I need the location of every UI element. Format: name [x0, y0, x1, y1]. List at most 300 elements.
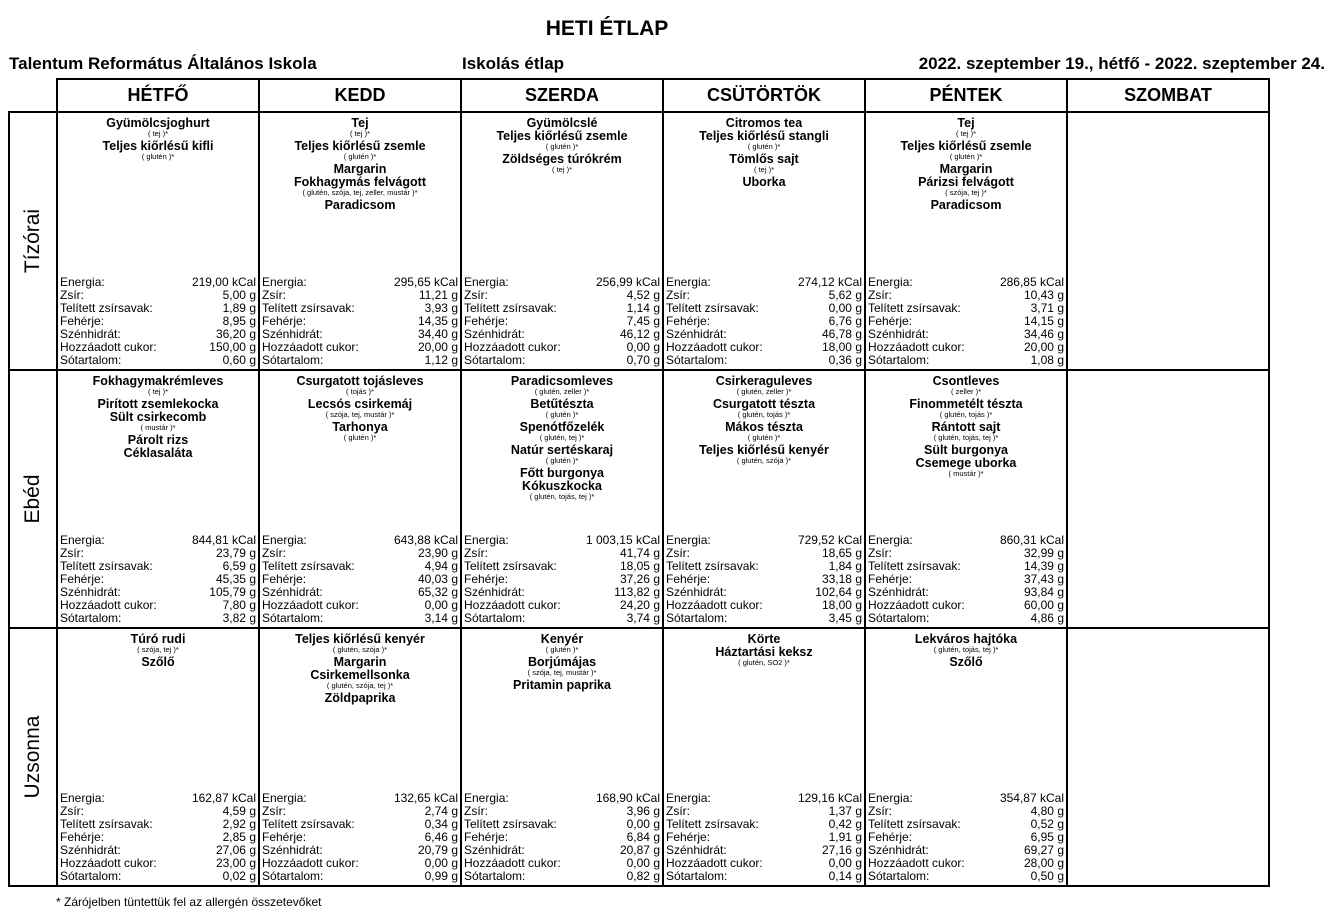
dish-name: Spenótfőzelék — [519, 420, 605, 434]
dish-list — [58, 113, 258, 161]
nutrition-label: Szénhidrát: — [262, 327, 323, 341]
nutrition-label: Hozzáadott cukor: — [464, 856, 561, 870]
nutrition-label: Telített zsírsavak: — [666, 301, 759, 315]
nutrition-label: Fehérje: — [464, 572, 509, 586]
nutrition-label: Sótartalom: — [868, 353, 930, 367]
dish-name: Zöldséges túrókrém — [502, 152, 622, 166]
nutrition-value: 2,74 g — [424, 804, 458, 818]
day-header-monday: HÉTFŐ — [57, 79, 259, 112]
nutrition-value: 4,94 g — [424, 559, 458, 573]
dish-name: Kókuszkocka — [522, 479, 602, 493]
nutrition-label: Szénhidrát: — [60, 843, 121, 857]
menu-cell-wednesday — [461, 628, 663, 886]
nutrition-label: Fehérje: — [464, 314, 509, 328]
meal-row-tizorai — [9, 112, 1269, 370]
nutrition-value: 23,90 g — [417, 546, 458, 560]
nutrition-label: Energia: — [666, 275, 711, 289]
nutrition-value: 69,27 g — [1023, 843, 1064, 857]
menu-table — [8, 78, 1270, 887]
nutrition-value: 3,74 g — [626, 611, 660, 625]
nutrition-value: 32,99 g — [1023, 546, 1064, 560]
nutrition-label: Hozzáadott cukor: — [60, 340, 157, 354]
nutrition-value: 3,71 g — [1030, 301, 1064, 315]
nutrition-value: 0,82 g — [626, 869, 660, 883]
dish-name: Borjúmájas — [527, 655, 597, 669]
dish-name: Szőlő — [141, 655, 175, 669]
nutrition-table — [464, 534, 660, 625]
nutrition-label: Telített zsírsavak: — [262, 301, 355, 315]
allergen-note: ( tojás )* — [346, 387, 374, 396]
meal-label: Uzsonna — [21, 715, 44, 799]
dish-name: Csurgatott tészta — [712, 397, 816, 411]
nutrition-label: Zsír: — [262, 288, 286, 302]
nutrition-value: 34,40 g — [417, 327, 458, 341]
nutrition-value: 37,43 g — [1023, 572, 1064, 586]
nutrition-label: Fehérje: — [666, 314, 711, 328]
allergen-footnote: * Zárójelben tüntettük fel az allergén összetevőket — [56, 895, 322, 909]
meal-label: Ebéd — [21, 474, 44, 524]
allergen-note: ( glutén )* — [343, 433, 377, 442]
nutrition-label: Energia: — [868, 791, 913, 805]
dish-list — [1068, 371, 1268, 375]
nutrition-value: 1,91 g — [828, 830, 862, 844]
nutrition-label: Telített zsírsavak: — [868, 817, 961, 831]
nutrition-value: 1,12 g — [424, 353, 458, 367]
dish-name: Teljes kiőrlésű zsemle — [900, 139, 1032, 153]
nutrition-label: Szénhidrát: — [868, 843, 929, 857]
nutrition-value: 6,95 g — [1030, 830, 1064, 844]
nutrition-value: 4,59 g — [222, 804, 256, 818]
nutrition-row — [868, 870, 1064, 883]
nutrition-label: Telített zsírsavak: — [464, 301, 557, 315]
day-header-thursday: CSÜTÖRTÖK — [663, 79, 865, 112]
dish-name: Túró rudi — [130, 632, 186, 646]
dish-name: Csurgatott tojásleves — [296, 374, 424, 388]
nutrition-label: Fehérje: — [666, 830, 711, 844]
nutrition-value: 0,00 g — [828, 301, 862, 315]
allergen-note: ( glutén, tej )* — [539, 433, 585, 442]
dish-name: Csirkemellsonka — [310, 668, 410, 682]
dish-name: Pirított zsemlekocka — [97, 397, 219, 411]
nutrition-value: 3,82 g — [222, 611, 256, 625]
nutrition-label: Sótartalom: — [60, 869, 122, 883]
nutrition-table — [666, 792, 862, 883]
menu-cell-monday — [57, 370, 259, 628]
nutrition-value: 20,00 g — [417, 340, 458, 354]
nutrition-label: Hozzáadott cukor: — [464, 340, 561, 354]
nutrition-label: Fehérje: — [464, 830, 509, 844]
dish-name: Főtt burgonya — [519, 466, 604, 480]
nutrition-value: 8,95 g — [222, 314, 256, 328]
dish-name: Betűtészta — [530, 397, 594, 411]
nutrition-label: Szénhidrát: — [666, 327, 727, 341]
nutrition-label: Energia: — [464, 791, 509, 805]
nutrition-label: Szénhidrát: — [464, 327, 525, 341]
nutrition-value: 1,37 g — [828, 804, 862, 818]
nutrition-label: Zsír: — [464, 804, 488, 818]
nutrition-label: Energia: — [666, 533, 711, 547]
allergen-note: ( glutén, szója, tej, zeller, mustár )* — [302, 188, 418, 197]
nutrition-label: Energia: — [868, 275, 913, 289]
nutrition-value: 0,52 g — [1030, 817, 1064, 831]
nutrition-label: Telített zsírsavak: — [60, 559, 153, 573]
nutrition-label: Szénhidrát: — [464, 585, 525, 599]
nutrition-label: Szénhidrát: — [868, 327, 929, 341]
nutrition-value: 3,93 g — [424, 301, 458, 315]
menu-cell-thursday — [663, 370, 865, 628]
nutrition-label: Telített zsírsavak: — [868, 301, 961, 315]
nutrition-label: Zsír: — [666, 546, 690, 560]
dish-name: Fokhagymás felvágott — [294, 175, 426, 189]
nutrition-row — [262, 612, 458, 625]
nutrition-label: Energia: — [60, 791, 105, 805]
day-header-friday: PÉNTEK — [865, 79, 1067, 112]
page-title: HETI ÉTLAP — [545, 17, 669, 40]
allergen-note: ( glutén )* — [949, 152, 983, 161]
dish-list — [866, 113, 1066, 212]
menu-cell-saturday — [1067, 370, 1269, 628]
nutrition-row — [666, 354, 862, 367]
nutrition-value: 46,78 g — [821, 327, 862, 341]
meal-label-cell — [9, 370, 57, 628]
allergen-note: ( mustár )* — [140, 423, 176, 432]
nutrition-value: 34,46 g — [1023, 327, 1064, 341]
nutrition-label: Szénhidrát: — [464, 843, 525, 857]
dish-name: Gyümölcslé — [526, 116, 598, 130]
dish-list — [664, 371, 864, 465]
nutrition-value: 3,45 g — [828, 611, 862, 625]
nutrition-label: Zsír: — [60, 804, 84, 818]
allergen-note: ( glutén )* — [747, 142, 781, 151]
dish-name: Tej — [351, 116, 369, 130]
menu-cell-tuesday — [259, 628, 461, 886]
nutrition-label: Telített zsírsavak: — [464, 817, 557, 831]
nutrition-label: Sótartalom: — [464, 869, 526, 883]
nutrition-label: Sótartalom: — [262, 353, 324, 367]
meal-label-cell — [9, 112, 57, 370]
nutrition-label: Szénhidrát: — [868, 585, 929, 599]
nutrition-value: 6,59 g — [222, 559, 256, 573]
nutrition-label: Energia: — [262, 791, 307, 805]
nutrition-label: Zsír: — [666, 804, 690, 818]
nutrition-label: Hozzáadott cukor: — [464, 598, 561, 612]
nutrition-value: 0,50 g — [1030, 869, 1064, 883]
allergen-note: ( szója, tej, mustár )* — [527, 668, 597, 677]
allergen-note: ( szója, tej )* — [137, 645, 179, 654]
allergen-note: ( glutén, szója )* — [736, 456, 792, 465]
nutrition-label: Szénhidrát: — [60, 585, 121, 599]
allergen-note: ( glutén, szója, tej )* — [326, 681, 394, 690]
allergen-note: ( szója, tej )* — [945, 188, 987, 197]
allergen-note: ( tej )* — [147, 129, 168, 138]
dish-name: Teljes kiőrlésű zsemle — [294, 139, 426, 153]
menu-cell-saturday — [1067, 112, 1269, 370]
nutrition-row — [262, 354, 458, 367]
nutrition-value: 860,31 kCal — [999, 533, 1064, 547]
nutrition-label: Sótartalom: — [666, 869, 728, 883]
dish-name: Csirkeraguleves — [715, 374, 813, 388]
dish-name: Szőlő — [949, 655, 983, 669]
allergen-note: ( glutén, tojás )* — [939, 410, 993, 419]
dish-list — [664, 113, 864, 189]
dish-name: Finommetélt tészta — [909, 397, 1023, 411]
day-header-wednesday: SZERDA — [461, 79, 663, 112]
nutrition-label: Zsír: — [60, 288, 84, 302]
nutrition-label: Zsír: — [666, 288, 690, 302]
dish-name: Rántott sajt — [931, 420, 1001, 434]
nutrition-value: 643,88 kCal — [393, 533, 458, 547]
nutrition-label: Hozzáadott cukor: — [262, 340, 359, 354]
nutrition-label: Energia: — [60, 275, 105, 289]
nutrition-table — [60, 276, 256, 367]
nutrition-label: Fehérje: — [262, 314, 307, 328]
allergen-note: ( glutén )* — [545, 645, 579, 654]
nutrition-label: Hozzáadott cukor: — [262, 856, 359, 870]
nutrition-value: 4,86 g — [1030, 611, 1064, 625]
nutrition-value: 46,12 g — [619, 327, 660, 341]
nutrition-value: 0,14 g — [828, 869, 862, 883]
menu-type: Iskolás étlap — [462, 54, 565, 73]
nutrition-value: 7,80 g — [222, 598, 256, 612]
dish-list — [462, 629, 662, 692]
nutrition-value: 105,79 g — [209, 585, 256, 599]
nutrition-label: Energia: — [262, 533, 307, 547]
nutrition-value: 23,00 g — [215, 856, 256, 870]
nutrition-value: 1,89 g — [222, 301, 256, 315]
nutrition-label: Sótartalom: — [868, 611, 930, 625]
dish-name: Teljes kiőrlésű kifli — [102, 139, 214, 153]
allergen-note: ( tej )* — [551, 165, 572, 174]
nutrition-value: 2,92 g — [222, 817, 256, 831]
nutrition-label: Zsír: — [262, 804, 286, 818]
allergen-note: ( glutén )* — [545, 410, 579, 419]
nutrition-row — [464, 354, 660, 367]
nutrition-label: Hozzáadott cukor: — [60, 856, 157, 870]
nutrition-value: 23,79 g — [215, 546, 256, 560]
dish-name: Gyümölcsjoghurt — [106, 116, 210, 130]
dish-name: Fokhagymakrémleves — [92, 374, 224, 388]
nutrition-value: 2,85 g — [222, 830, 256, 844]
nutrition-table — [262, 534, 458, 625]
nutrition-row — [464, 612, 660, 625]
nutrition-label: Telített zsírsavak: — [60, 817, 153, 831]
allergen-note: ( glutén, tojás, tej )* — [933, 433, 999, 442]
nutrition-label: Sótartalom: — [262, 611, 324, 625]
dish-name: Citromos tea — [725, 116, 803, 130]
nutrition-value: 1,08 g — [1030, 353, 1064, 367]
menu-cell-friday — [865, 370, 1067, 628]
nutrition-label: Sótartalom: — [666, 611, 728, 625]
nutrition-value: 27,06 g — [215, 843, 256, 857]
nutrition-value: 6,76 g — [828, 314, 862, 328]
nutrition-value: 354,87 kCal — [999, 791, 1064, 805]
nutrition-row — [666, 612, 862, 625]
dish-name: Párizsi felvágott — [918, 175, 1014, 189]
nutrition-label: Hozzáadott cukor: — [868, 340, 965, 354]
nutrition-row — [464, 870, 660, 883]
nutrition-label: Zsír: — [868, 288, 892, 302]
nutrition-value: 0,42 g — [828, 817, 862, 831]
dish-name: Tarhonya — [332, 420, 388, 434]
nutrition-value: 5,00 g — [222, 288, 256, 302]
nutrition-table — [60, 534, 256, 625]
nutrition-value: 14,15 g — [1023, 314, 1064, 328]
nutrition-label: Fehérje: — [60, 572, 105, 586]
nutrition-value: 5,62 g — [828, 288, 862, 302]
nutrition-label: Zsír: — [464, 546, 488, 560]
nutrition-value: 0,00 g — [828, 856, 862, 870]
nutrition-label: Sótartalom: — [60, 353, 122, 367]
nutrition-label: Fehérje: — [60, 314, 105, 328]
nutrition-value: 168,90 kCal — [595, 791, 660, 805]
dish-list — [664, 629, 864, 667]
nutrition-row — [868, 354, 1064, 367]
dish-list — [260, 113, 460, 212]
dish-name: Párolt rizs — [127, 433, 189, 447]
nutrition-value: 0,00 g — [626, 856, 660, 870]
allergen-note: ( glutén, tojás, tej )* — [529, 492, 595, 501]
nutrition-row — [60, 612, 256, 625]
nutrition-value: 60,00 g — [1023, 598, 1064, 612]
day-header-tuesday: KEDD — [259, 79, 461, 112]
menu-cell-tuesday — [259, 370, 461, 628]
menu-cell-wednesday — [461, 112, 663, 370]
nutrition-label: Energia: — [60, 533, 105, 547]
menu-cell-wednesday — [461, 370, 663, 628]
nutrition-value: 10,43 g — [1023, 288, 1064, 302]
nutrition-value: 274,12 kCal — [797, 275, 862, 289]
nutrition-value: 93,84 g — [1023, 585, 1064, 599]
dish-name: Natúr sertéskaraj — [510, 443, 614, 457]
nutrition-table — [60, 792, 256, 883]
dish-name: Teljes kiőrlésű kenyér — [699, 443, 829, 457]
nutrition-label: Telített zsírsavak: — [60, 301, 153, 315]
dish-name: Pritamin paprika — [513, 678, 611, 692]
nutrition-value: 45,35 g — [215, 572, 256, 586]
nutrition-value: 129,16 kCal — [797, 791, 862, 805]
nutrition-label: Fehérje: — [262, 572, 307, 586]
nutrition-value: 14,35 g — [417, 314, 458, 328]
dish-name: Céklasaláta — [123, 446, 193, 460]
dish-name: Csemege uborka — [915, 456, 1017, 470]
nutrition-value: 18,00 g — [821, 340, 862, 354]
nutrition-label: Zsír: — [868, 546, 892, 560]
nutrition-label: Szénhidrát: — [666, 585, 727, 599]
nutrition-label: Energia: — [666, 791, 711, 805]
dish-list — [260, 371, 460, 442]
nutrition-value: 4,52 g — [626, 288, 660, 302]
nutrition-value: 14,39 g — [1023, 559, 1064, 573]
dish-name: Teljes kiőrlésű zsemle — [496, 129, 628, 143]
allergen-note: ( glutén )* — [545, 142, 579, 151]
nutrition-label: Fehérje: — [868, 572, 913, 586]
dish-name: Kenyér — [540, 632, 584, 646]
nutrition-value: 1 003,15 kCal — [585, 533, 660, 547]
nutrition-value: 0,99 g — [424, 869, 458, 883]
allergen-note: ( glutén, zeller )* — [534, 387, 590, 396]
dish-list — [58, 629, 258, 669]
nutrition-label: Energia: — [868, 533, 913, 547]
dish-list — [462, 371, 662, 501]
nutrition-value: 28,00 g — [1023, 856, 1064, 870]
nutrition-value: 20,00 g — [1023, 340, 1064, 354]
nutrition-table — [262, 792, 458, 883]
dish-list — [1068, 113, 1268, 117]
nutrition-label: Hozzáadott cukor: — [60, 598, 157, 612]
day-header-row — [9, 79, 1269, 112]
nutrition-row — [262, 870, 458, 883]
allergen-note: ( glutén )* — [343, 152, 377, 161]
nutrition-value: 18,65 g — [821, 546, 862, 560]
nutrition-label: Hozzáadott cukor: — [666, 598, 763, 612]
dish-name: Uborka — [742, 175, 786, 189]
dish-name: Tömlős sajt — [729, 152, 799, 166]
nutrition-label: Zsír: — [464, 288, 488, 302]
nutrition-label: Fehérje: — [868, 830, 913, 844]
nutrition-label: Telített zsírsavak: — [262, 817, 355, 831]
nutrition-label: Szénhidrát: — [60, 327, 121, 341]
day-header-saturday: SZOMBAT — [1067, 79, 1269, 112]
nutrition-label: Fehérje: — [868, 314, 913, 328]
nutrition-label: Sótartalom: — [666, 353, 728, 367]
nutrition-value: 4,80 g — [1030, 804, 1064, 818]
nutrition-label: Telített zsírsavak: — [666, 559, 759, 573]
allergen-note: ( glutén, zeller )* — [736, 387, 792, 396]
nutrition-label: Energia: — [262, 275, 307, 289]
allergen-note: ( tej )* — [955, 129, 976, 138]
nutrition-value: 0,36 g — [828, 353, 862, 367]
nutrition-value: 219,00 kCal — [191, 275, 256, 289]
allergen-note: ( glutén, tojás )* — [737, 410, 791, 419]
nutrition-value: 0,00 g — [626, 817, 660, 831]
corner-cell — [9, 79, 57, 112]
nutrition-table — [666, 276, 862, 367]
nutrition-table — [464, 792, 660, 883]
nutrition-label: Sótartalom: — [464, 611, 526, 625]
nutrition-value: 18,05 g — [619, 559, 660, 573]
nutrition-value: 33,18 g — [821, 572, 862, 586]
menu-cell-monday — [57, 112, 259, 370]
nutrition-row — [60, 354, 256, 367]
nutrition-label: Sótartalom: — [262, 869, 324, 883]
allergen-note: ( glutén )* — [141, 152, 175, 161]
dish-list — [866, 371, 1066, 478]
dish-list — [462, 113, 662, 174]
dish-name: Margarin — [333, 655, 387, 669]
nutrition-table — [464, 276, 660, 367]
dish-list — [58, 371, 258, 460]
meal-row-ebed — [9, 370, 1269, 628]
nutrition-value: 0,00 g — [424, 598, 458, 612]
dish-name: Mákos tészta — [725, 420, 803, 434]
nutrition-label: Zsír: — [60, 546, 84, 560]
nutrition-label: Sótartalom: — [464, 353, 526, 367]
nutrition-label: Hozzáadott cukor: — [868, 598, 965, 612]
nutrition-value: 6,84 g — [626, 830, 660, 844]
nutrition-value: 0,34 g — [424, 817, 458, 831]
nutrition-table — [868, 276, 1064, 367]
nutrition-label: Telített zsírsavak: — [666, 817, 759, 831]
nutrition-value: 150,00 g — [209, 340, 256, 354]
nutrition-value: 6,46 g — [424, 830, 458, 844]
allergen-note: ( tej )* — [753, 165, 774, 174]
nutrition-label: Szénhidrát: — [666, 843, 727, 857]
nutrition-table — [666, 534, 862, 625]
dish-name: Paradicsom — [324, 198, 396, 212]
nutrition-value: 7,45 g — [626, 314, 660, 328]
dish-name: Körte — [747, 632, 781, 646]
nutrition-value: 37,26 g — [619, 572, 660, 586]
